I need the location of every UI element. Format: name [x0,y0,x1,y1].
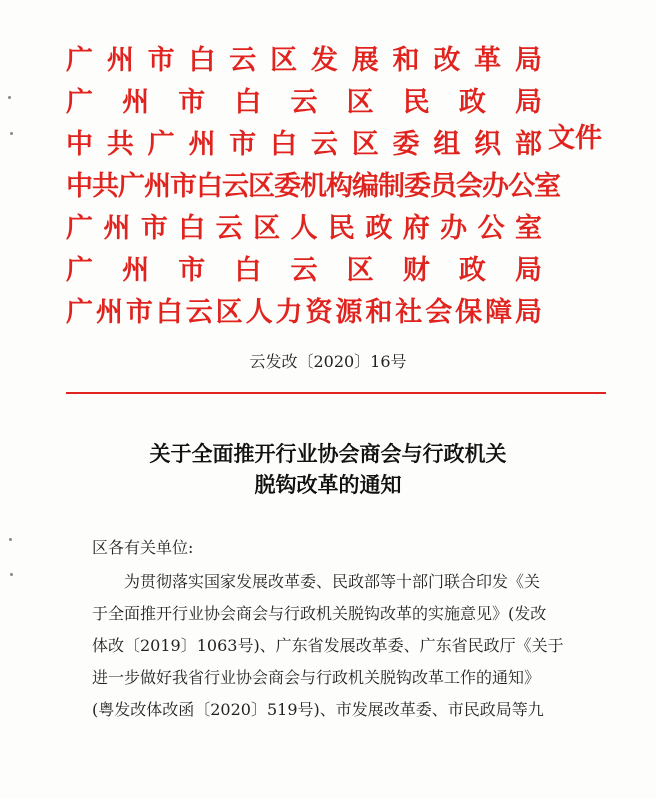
title-line-1: 关于全面推开行业协会商会与行政机关 [149,441,507,466]
body-line-1: 为贯彻落实国家发展改革委、民政部等十部门联合印发《关 [124,572,541,591]
body-line-4: 进一步做好我省行业协会商会与行政机关脱钩改革工作的通知》 [92,668,541,687]
scan-speck [10,132,13,135]
org-line-2: 广州市白云区民政局 [66,87,542,118]
scan-speck [10,573,13,576]
org-line-5: 广州市白云区人民政府办公室 [66,213,542,244]
issuing-organizations [66,40,626,334]
title-line-2: 脱钩改革的通知 [254,472,402,497]
scan-speck [9,538,12,541]
org-line-7: 广州市白云区人力资源和社会保障局 [66,297,542,328]
addressee: 区各有关单位: [92,538,194,557]
org-line-4: 中共广州市白云区委机构编制委员会办公室 [66,171,560,202]
body-line-3: 体改〔2019〕1063号)、广东省发展改革委、广东省民政厅《关于 [92,636,564,655]
org-line-6: 广州市白云区财政局 [66,255,542,286]
document-suffix: 文件 [548,123,602,154]
document-number: 云发改〔2020〕16号 [249,352,407,371]
body-line-2: 于全面推开行业协会商会与行政机关脱钩改革的实施意见》(发改 [92,604,547,623]
body-line-5: (粤发改体改函〔2020〕519号)、市发展改革委、市民政局等九 [92,700,544,719]
org-line-1: 广州市白云区发展和改革局 [66,45,542,76]
body-paragraph [92,566,608,726]
document-title [0,438,656,500]
red-divider-line [66,392,606,394]
org-line-3: 中共广州市白云区委组织部 [66,129,542,160]
scan-speck [8,96,11,99]
